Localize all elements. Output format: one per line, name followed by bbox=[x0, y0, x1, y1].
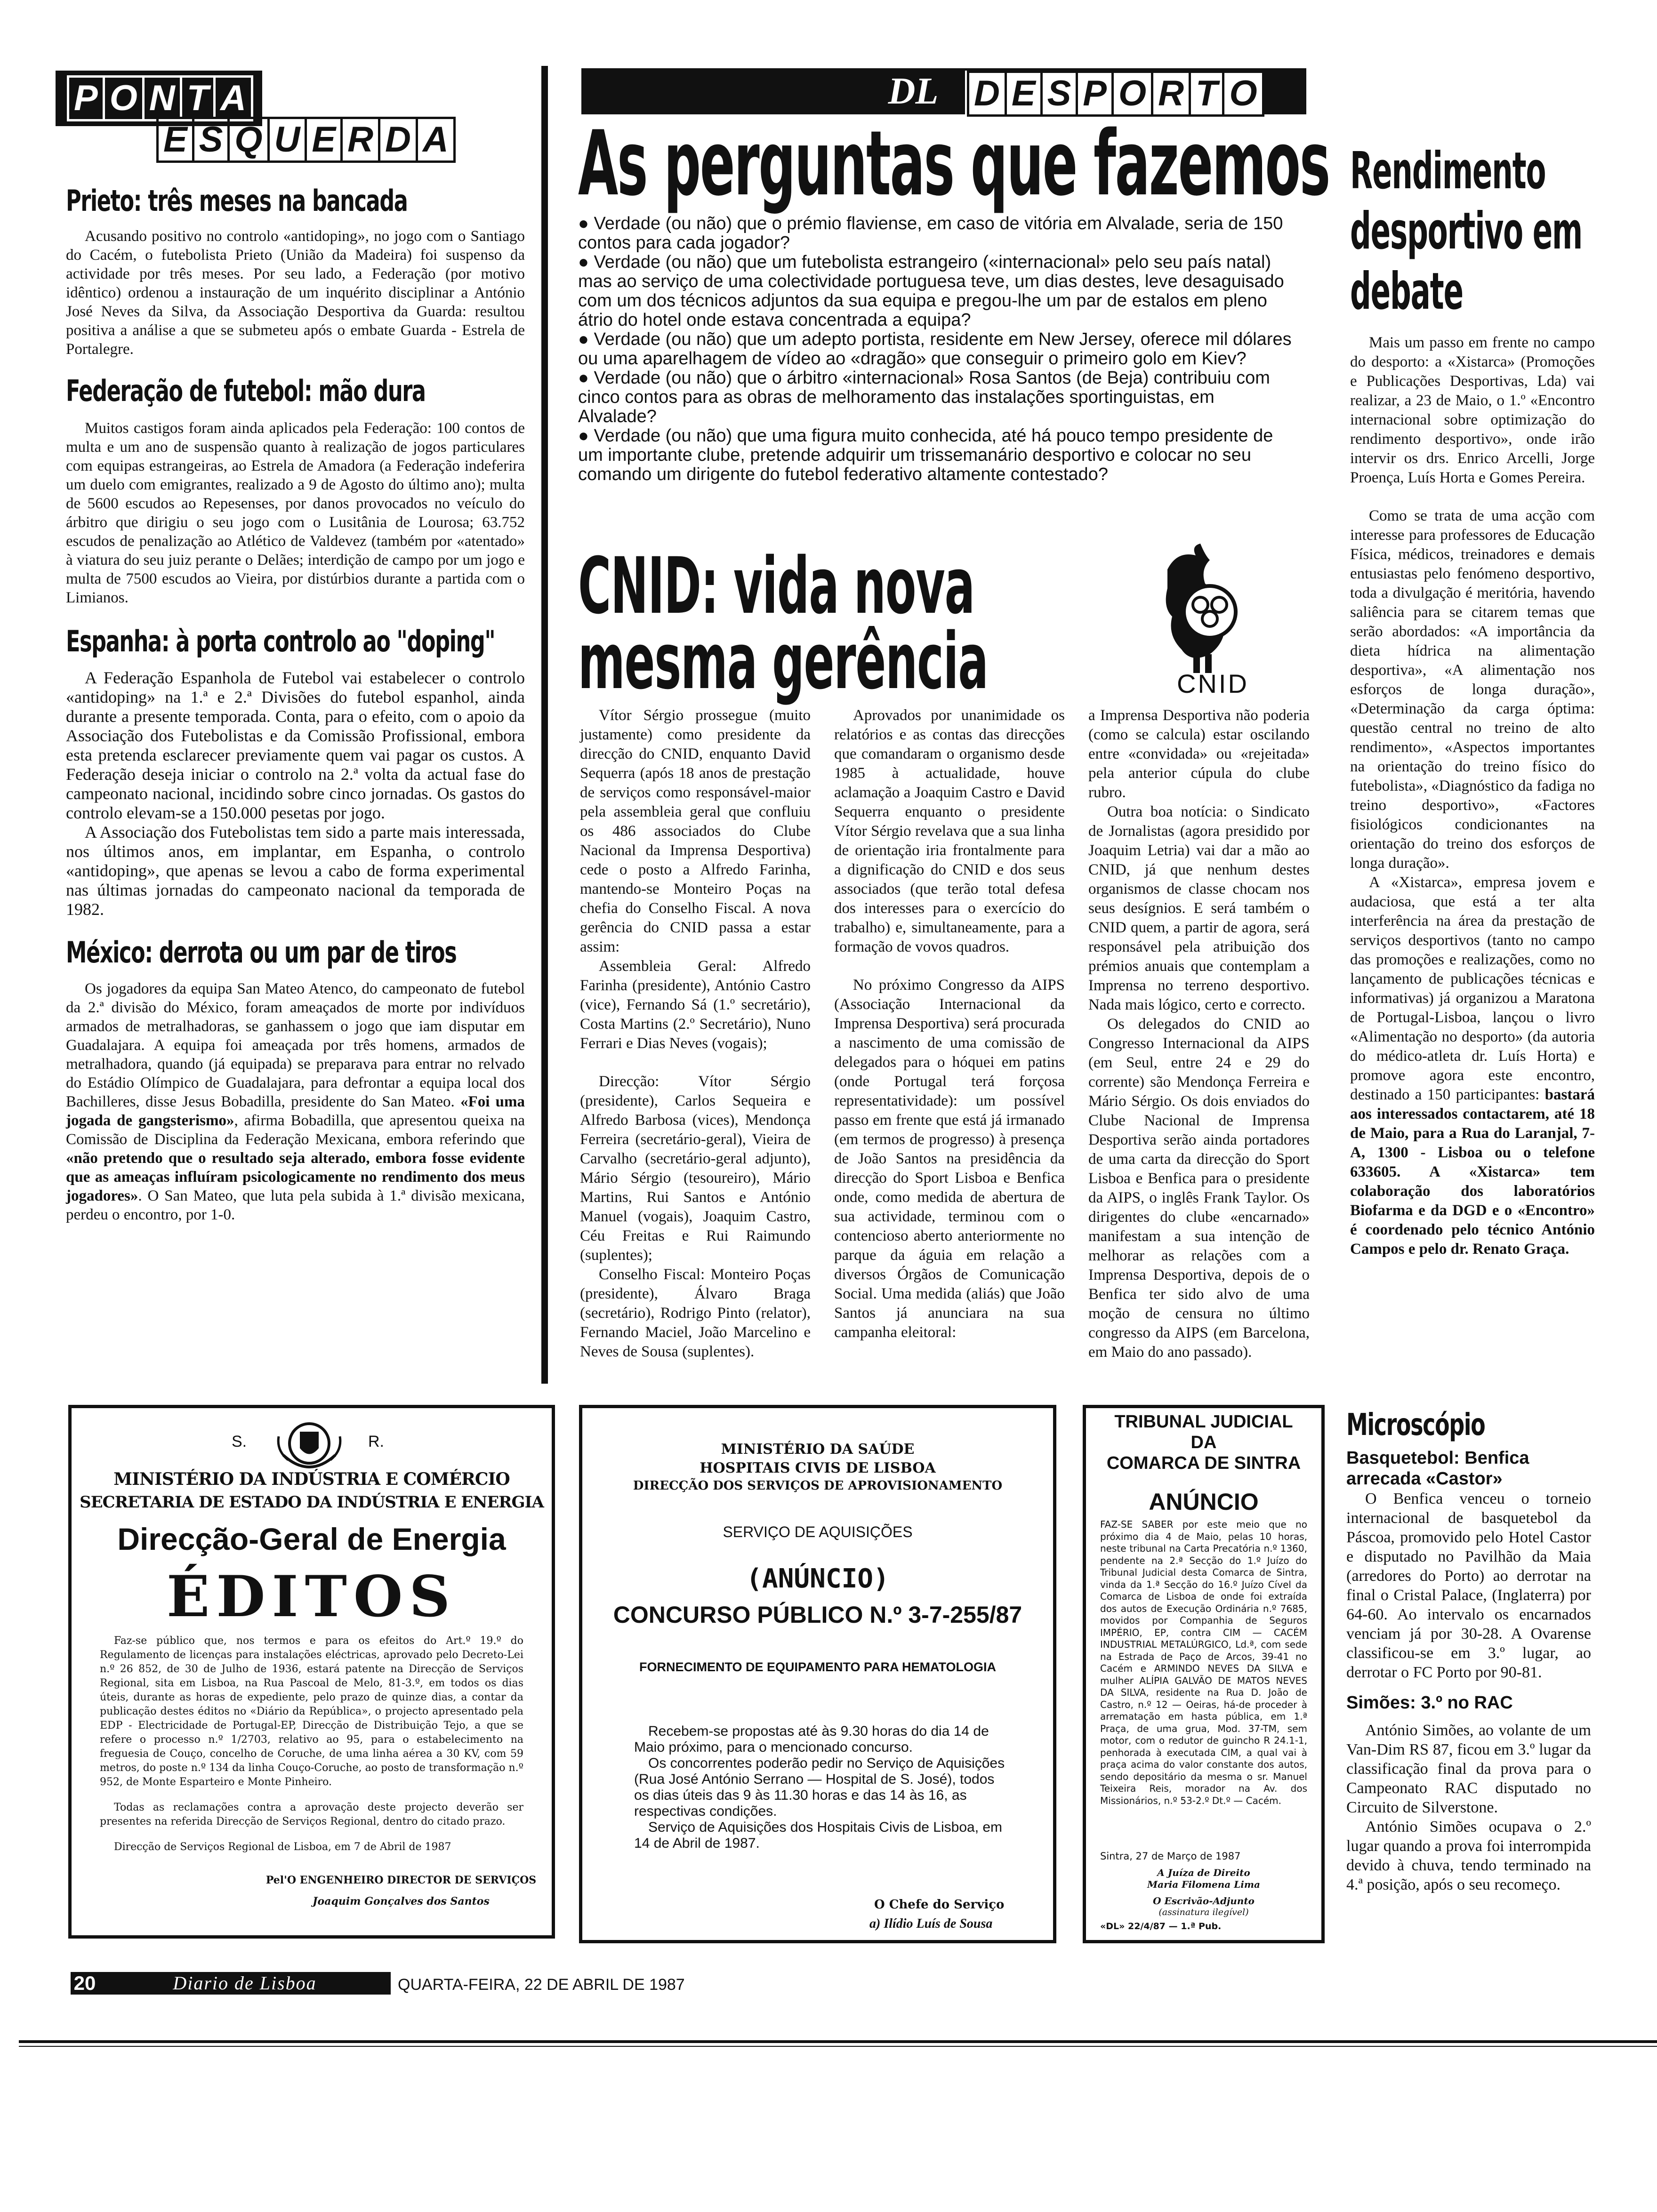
rendimento-title: Rendimento desportivo em debate bbox=[1350, 142, 1583, 321]
ad3-h2: DA bbox=[1190, 1433, 1217, 1452]
paragraph: Conselho Fiscal: Monteiro Poças (presidente), Álvaro Braga (secretário), Rodrigo Pinto (relator), Fernando Maciel, João Marcelino e Neves de Sousa (suplentes). bbox=[580, 1266, 811, 1360]
rendimento-text bbox=[1350, 333, 1595, 1259]
paragraph: Aprovados por unanimidade os relatórios e as contas das direcções que comandaram o organismo desde 1985 à actualidade, houve aclamação a Joaquim Castro e David Sequerra enquanto o presidente Vítor Sérgio revelava que a sua linha de orientação iria frontalmente para a dignificação do CNID e dos seus associados (que terão total defesa dos interesses para o exercício do trabalho) e, simultaneamente, para a formação de vovos quadros. bbox=[834, 707, 1065, 955]
ad3-s3: O Escrivão-Adjunto bbox=[1153, 1895, 1255, 1907]
ad2-h2: HOSPITAIS CIVIS DE LISBOA bbox=[700, 1460, 936, 1476]
ad2-text bbox=[634, 1723, 1011, 1851]
text-run: A «Xistarca», empresa jovem e audaciosa, que está a ter alta interferência na área da prestação de serviços desportivos (tanto no campo das promoções e realizações, como no lançamento de publicações técnicas e informativas) já organizou a Maratona de Portugal-Lisboa, lançou o livro «Alimentação no desporto» (da autoria do médico-atleta dr. Luís Horta) e promove agora este encontro, destinado a 150 participantes: bbox=[1350, 874, 1595, 1103]
ad-editos: ÉDITOS bbox=[166, 1563, 457, 1630]
ad3-h4: ANÚNCIO bbox=[1149, 1489, 1259, 1515]
main-headline: As perguntas que fazemos bbox=[578, 112, 1330, 216]
desporto-letter: R bbox=[1151, 71, 1191, 117]
bold-run: bastará aos interessados contactarem, até 18 de Maio, para a Rua do Laranjal, 7-A, 1300 - Lisboa ou o telefone 633605. A «Xistarca» tem colaboração dos laboratórios Biofarma e da DGD e o «Encontro» é coordenado pelo técnico António Campos e pelo dr. Renato Graça. bbox=[1350, 1086, 1595, 1258]
desporto-letter: O bbox=[1111, 71, 1153, 117]
esquerda-letter: R bbox=[340, 117, 380, 163]
paragraph: Assembleia Geral: Alfredo Farinha (presidente), António Castro (vice), Fernando Sá (1.º secretário), Costa Martins (2.º Secretário), Nuno Ferrari e Dias Neves (vogais); bbox=[580, 958, 811, 1052]
article-title: Espanha: à porta controlo ao "doping" bbox=[66, 624, 495, 658]
ad-secretaria: SECRETARIA DE ESTADO DA INDÚSTRIA E ENERGIA bbox=[80, 1493, 544, 1512]
ad-dge: Direcção-Geral de Energia bbox=[117, 1522, 506, 1556]
question-item: ● Verdade (ou não) que o árbitro «internacional» Rosa Santos (de Beja) contribuiu com cinco contos para as obras de melhoramento das instalações sportinguistas, em Alvalade? bbox=[578, 368, 1270, 426]
desporto-letters bbox=[965, 71, 1264, 117]
ad3-h1: TRIBUNAL JUDICIAL bbox=[1114, 1412, 1293, 1432]
paragraph: A Federação Espanhola de Futebol vai estabelecer o controlo «antidoping» na 1.ª e 2.ª Divisões do futebol espanhol, ainda durante a presente temporada. Conta, para o efeito, com o apoio da Associação dos Futebolistas e da Comissão Profissional, embora esta pretenda esclarecer previamente quem vai pagar os custos. A Federação deseja iniciar o controlo na 2.ª volta da actual fase do campeonato nacional, incidindo sobre cinco jornadas. Os gastos do controlo elevam-se a 150.000 pesetas por jogo. bbox=[66, 668, 525, 822]
quote: «não pretendo que o resultado seja alterado, embora fosse evidente que as ameaças influíram psicologicamente no rendimento dos meus jogadores» bbox=[66, 1150, 525, 1204]
ad-sign-1: Pel'O ENGENHEIRO DIRECTOR DE SERVIÇOS bbox=[265, 1874, 537, 1886]
paragraph: O Benfica venceu o torneio internacional de basquetebol da Páscoa, promovido pelo Hotel Castor e disputado no Pavilhão da Maia (arredores do Porto) ao derrotar na final o Cristal Palace, (Inglaterra) por 64-60. Ao intervalo os encarnados venciam já por 30-28. A Ovarense classificou-se em 3.º lugar, ao derrotar o FC Porto por 90-81. bbox=[1346, 1490, 1591, 1681]
microscopio-title: Microscópio bbox=[1346, 1408, 1485, 1443]
ponta-letter: P bbox=[67, 75, 105, 121]
question-text: Verdade (ou não) que o árbitro «internacional» Rosa Santos (de Beja) contribuiu com cinco contos para as obras de melhoramento das instalações sportinguistas, em Alvalade? bbox=[578, 368, 1270, 426]
text-run: Os jogadores da equipa San Mateo Atenco, do campeonato de futebol da 2.ª divisão do México, foram ameaçados de morte por indivíduos armados de metralhadoras, se ganhassem o jogo que iam disputar em Guadalajara. A equipa foi ameaçada por três homens, armados de metralhadora, quando (já equipada) se preparava para entrar no relvado do Estádio Olímpico de Guadalajara, para defrontar a equipa local dos Bachilleres, disse Jesus Bobadilla, presidente do San Mateo. bbox=[66, 980, 525, 1110]
ponta-letter: N bbox=[142, 75, 182, 121]
desporto-letter: O bbox=[1222, 71, 1264, 117]
esquerda-letter: S bbox=[192, 117, 230, 163]
cnid-headline-1: CNID: vida nova bbox=[578, 541, 974, 631]
left-column bbox=[66, 184, 525, 1224]
article-text bbox=[66, 668, 525, 919]
article-text bbox=[66, 227, 525, 359]
page-number: 20 bbox=[71, 1972, 99, 1995]
ad3-s1: A Juíza de Direito bbox=[1157, 1867, 1250, 1878]
article-title: México: derrota ou um par de tiros bbox=[66, 935, 457, 970]
ad2-sign-2: a) Ilídio Luís de Sousa bbox=[869, 1916, 993, 1931]
paragraph: António Simões ocupava o 2.º lugar quando a prova foi interrompida devido à chuva, tendo terminado na 4.ª posição, após o seu recomeço. bbox=[1346, 1818, 1591, 1893]
ad2-sign-1: O Chefe do Serviço bbox=[874, 1898, 1005, 1912]
question-text: Verdade (ou não) que um adepto portista, residente em New Jersey, oferece mil dólares ou uma aparelhagem de vídeo ao «dragão» que conseguir o primeiro golo em Kiev? bbox=[578, 329, 1292, 369]
desporto-letter: S bbox=[1040, 71, 1078, 117]
question-item: ● Verdade (ou não) que um adepto portista, residente em New Jersey, oferece mil dólares ou uma aparelhagem de vídeo ao «dragão» que conseguir o primeiro golo em Kiev? bbox=[578, 329, 1292, 369]
sr-r: R. bbox=[368, 1433, 384, 1451]
esquerda-letter: Q bbox=[227, 117, 269, 163]
bottom-rule bbox=[19, 2040, 1657, 2043]
paragraph: Os concorrentes poderão pedir no Serviço de Aquisições (Rua José António Serrano — Hospital de S. José), todos os dias úteis das 9 às 11.30 horas e das 14 às 16, as respectivas condições. bbox=[634, 1755, 1005, 1819]
cnid-col-1 bbox=[580, 706, 811, 1362]
ad2-h3: DIRECÇÃO DOS SERVIÇOS DE APROVISIONAMENTO bbox=[633, 1479, 1003, 1493]
m2-title: Simões: 3.º no RAC bbox=[1346, 1693, 1513, 1713]
paragraph: Como se trata de uma acção com interesse para professores de Educação Física, médicos, treinadores e demais entusiastas pelo fenómeno desportivo, toda a divulgação é meritória, havendo saliência para se citarem temas que serão abordados: «A importância da dieta hídrica na alimentação desportiva», «A alimentação nos esforços de longa duração», «Determinação da carga óptima: questão central no treino de alto rendimento», «Aspectos importantes na orientação do treino físico do futebolista», «Diagnóstico da fadiga no treino desportivo», «Factores fisiológicos condicionantes na orientação do treino dos esforços de longa duração». bbox=[1350, 507, 1595, 872]
ad-saude bbox=[579, 1405, 1056, 1943]
cnid-headline-2: mesma gerência bbox=[578, 616, 988, 706]
bottom-rule-2 bbox=[19, 2046, 1657, 2047]
ad3-h3: COMARCA DE SINTRA bbox=[1106, 1453, 1301, 1473]
question-text: Verdade (ou não) que um futebolista estrangeiro («internacional» pelo seu país natal) mas ao serviço de uma colectividade portuguesa teve, um dias destes, leve desaguisado com um dos técnicos adjuntos da sua equipa e pregou-lhe um par de estalos em pleno átrio do hotel onde estava concentrada a equipa? bbox=[578, 252, 1284, 330]
article-text bbox=[66, 419, 525, 607]
sr-s: S. bbox=[232, 1433, 247, 1451]
ponta-letter: A bbox=[213, 75, 253, 121]
esquerda-letter: U bbox=[267, 117, 307, 163]
ponta-esquerda-logo bbox=[56, 71, 479, 174]
paragraph: Todas as reclamações contra a aprovação deste projecto deverão ser presentes na referida Direcção de Serviços Regional, dentro do citado prazo. bbox=[100, 1802, 523, 1827]
paragraph: Direcção: Vítor Sérgio (presidente), Carlos Sequeira e Alfredo Barbosa (vices), Mendonça Ferreira (secretário-geral), Vieira de Carvalho (secretário-geral adjunto), Mário Sérgio (tesoureiro), Mário Martins, Rui Santos e António Manuel (vogais), Joaquim Castro, Céu Freitas e Rui Raimundo (suplentes); bbox=[580, 1073, 811, 1264]
ad3-text: FAZ-SE SABER por este meio que no próximo dia 4 de Maio, pelas 10 horas, neste tribunal na Carta Precatória n.º 1360, pendente na 2.ª Secção do 1.º Juízo do Tribunal Judicial desta Comarca de Sintra, vinda da 1.ª Secção do 16.º Juízo Cível da Comarca de Lisboa de onde foi extraída dos autos de Execução Ordinária n.º 7685, movidos por Companhia de Seguros IMPÉRIO, EP, contra CIM — CACÉM INDUSTRIAL METALÚRGICO, Ld.ª, com sede na Estrada de Paço de Arcos, 39-41 no Cacém e ARMINDO NEVES DA SILVA e mulher ALÍPIA GALVÃO DE MATOS NEVES DA SILVA, residente na Rua D. João de Castro, n.º 12 — Oeiras, há-de proceder à arrematação em hasta pública, em 1.ª Praça, de uma grua, Mod. 37-TM, sem motor, com o redutor de guincho R 24.1-1, penhorada à executada CIM, a qual vai à praça acima do valor constante dos autos, sendo depositário da mesma o sr. Manuel Teixeira Reis, morador na Av. dos Missionários, n.º 53-2.º Dt.º — Cacém. bbox=[1100, 1519, 1307, 1806]
paragraph: Vítor Sérgio prossegue (muito justamente) como presidente da direcção do CNID, enquanto David Sequerra (após 18 anos de prestação de serviços como responsável-maior pela assembleia geral que confluiu os 486 associados do Clube Nacional da Imprensa Desportiva) cede o posto a Alfredo Farinha, mantendo-se Monteiro Poças na chefia do Conselho Fiscal. A nova gerência do CNID passa a estar assim: bbox=[580, 707, 811, 955]
cnid-col-2 bbox=[834, 706, 1065, 1342]
text-run: , afirma Bobadilla, que apresentou queixa na Comissão de Disciplina da Federação Mexicana, embora referindo que bbox=[66, 1112, 525, 1148]
ad2-h4: SERVIÇO DE AQUISIÇÕES bbox=[723, 1523, 913, 1540]
right-column bbox=[1350, 141, 1595, 1259]
dl-logo: DL bbox=[888, 71, 939, 112]
ad2-h5: (ANÚNCIO) bbox=[746, 1563, 889, 1594]
ad-ministry: MINISTÉRIO DA INDÚSTRIA E COMÉRCIO bbox=[113, 1469, 510, 1489]
text-run: . O San Mateo, que luta pela subida à 1.ª divisão mexicana, perdeu o encontro, por 1-0. bbox=[66, 1187, 525, 1223]
ponta-letter: T bbox=[180, 75, 216, 121]
article-title: Federação de futebol: mão dura bbox=[66, 374, 426, 408]
paragraph: Outra boa notícia: o Sindicato de Jornalistas (agora presidido por Joaquim Letria) vai dar a mão ao CNID, já que nenhum destes organismos de classe chocam nos seus desígnios. E será também o CNID quem, a partir de agora, será responsável pela atribuição dos prémios anuais que contemplam a Imprensa no terreno desportivo. Nada mais lógico, certo e correcto. bbox=[1088, 803, 1310, 1013]
question-item: ● Verdade (ou não) que um futebolista estrangeiro («internacional» pelo seu país natal) mas ao serviço de uma colectividade portuguesa teve, um dias destes, leve desaguisado com um dos técnicos adjuntos da sua equipa e pregou-lhe um par de estalos em pleno átrio do hotel onde estava concentrada a equipa? bbox=[578, 252, 1284, 330]
esquerda-letter: A bbox=[416, 117, 456, 163]
ponta-letter: O bbox=[103, 75, 145, 121]
coat-of-arms-icon bbox=[274, 1418, 345, 1474]
ad-energia bbox=[68, 1405, 555, 1939]
ad-tribunal bbox=[1083, 1405, 1325, 1943]
ad2-h1: MINISTÉRIO DA SAÚDE bbox=[721, 1441, 915, 1458]
paragraph: Muitos castigos foram ainda aplicados pela Federação: 100 contos de multa e um ano de suspensão quanto à realização de jogos particulares com equipas estrangeiras, ao Estrela de Amadora (a Federação indeferira um duelo com emigrantes, realizado a 9 de Agosto do último ano); multa de 5600 escudos ao Repesenses, por danos provocados no veículo do árbitro que dirigiu o seu jogo com o Lusitânia de Lourosa; 63.752 escudos de penalização ao Atlético de Valdevez (também por «atentado» à viatura do seu juiz perante o Delães; interdição de campo por um jogo e multa de 7500 escudos ao Vieira, por distúrbios durante a partida com o Limianos. bbox=[66, 420, 525, 606]
m1-title: Basquetebol: Benfica arrecada «Castor» bbox=[1346, 1448, 1529, 1489]
ad-date: Direcção de Serviços Regional de Lisboa, em 7 de Abril de 1987 bbox=[114, 1841, 451, 1853]
paragraph: Serviço de Aquisições dos Hospitais Civis de Lisboa, em 14 de Abril de 1987. bbox=[634, 1819, 1003, 1851]
question-text: Verdade (ou não) que o prémio flaviense, em caso de vitória em Alvalade, seria de 150 contos para cada jogador? bbox=[578, 214, 1283, 253]
paragraph: Recebem-se propostas até às 9.30 horas do dia 14 de Maio próximo, para o mencionado concurso. bbox=[634, 1723, 989, 1755]
esquerda-letter: D bbox=[378, 117, 418, 163]
esquerda-letter: E bbox=[156, 117, 194, 163]
desporto-letter: P bbox=[1076, 71, 1114, 117]
cnid-logo-text: CNID bbox=[1177, 669, 1249, 698]
issue-date: QUARTA-FEIRA, 22 DE ABRIL DE 1987 bbox=[398, 1976, 685, 1994]
esquerda-letters bbox=[156, 117, 453, 163]
column-divider bbox=[541, 66, 548, 1384]
paragraph: Acusando positivo no controlo «antidoping», no jogo com o Santiago do Cacém, o futebolista Prieto (União da Madeira) foi suspenso da actividade por três meses. Por seu lado, a Federação (por motivo idêntico) ordenou a instauração de um inquérito disciplinar a António José Neves da Silva, da Associação Desportiva da Guarda: resultou positiva a análise a que se submeteu após o embate Guarda - Estrela de Portalegre. bbox=[66, 228, 525, 358]
quote: «Foi uma jogada de gangsterismo» bbox=[66, 1093, 525, 1129]
paragraph: Os delegados do CNID ao Congresso Internacional da AIPS (em Seul, entre 24 e 29 do corrente) são Mendonça Ferreira e Mário Sérgio. Os dois enviados do Clube Nacional de Imprensa Desportiva serão ainda portadores de uma carta da direcção do Sport Lisboa e Benfica para o presidente da AIPS, o inglês Frank Taylor. Os dirigentes do clube «encarnado» manifestam a sua intenção de melhorar as relações com a Imprensa Desportiva, depois de o Benfica ter sido alvo de uma moção de censura no último congresso da AIPS (em Barcelona, em Maio do ano passado). bbox=[1088, 1016, 1310, 1361]
paragraph: Mais um passo em frente no campo do desporto: a «Xistarca» (Promoções e Publicações Desportivas, Lda) vai realizar, a 23 de Maio, o 1.º «Encontro internacional sobre optimização do rendimento desportivo», onde irão intervir os drs. Enrico Arcelli, Jorge Proença, Luís Horta e Gomes Pereira. bbox=[1350, 334, 1595, 486]
ad-sign-2: Joaquim Gonçalves dos Santos bbox=[313, 1895, 490, 1907]
m2-text bbox=[1346, 1721, 1591, 1894]
paragraph: A Associação dos Futebolistas tem sido a parte mais interessada, nos últimos anos, em implantar, em Espanha, o controlo «antidoping», que apenas se levou a cabo de forma experimental nas últimas jornadas do campeonato nacional da temporada de 1982. bbox=[66, 823, 525, 919]
question-item: ● Verdade (ou não) que o prémio flaviense, em caso de vitória em Alvalade, seria de 150 contos para cada jogador? bbox=[578, 214, 1283, 253]
ad3-s2: Maria Filomena Lima bbox=[1147, 1879, 1261, 1890]
ad3-ref: «DL» 22/4/87 — 1.ª Pub. bbox=[1100, 1921, 1222, 1931]
paragraph: Faz-se público que, nos termos e para os efeitos do Art.º 19.º do Regulamento de licenças para instalações eléctricas, aprovado pelo Decreto-Lei n.º 26 852, de 30 de Julho de 1936, estará patente na Direcção de Serviços Regional, sita em Lisboa, na Rua Pascoal de Melo, 81-3.º, em todos os dias úteis, durante as horas de expediente, pelo prazo de quinze dias, a contar da publicação destes éditos no «Diário da República», o projecto apresentado pela EDP - Electricidade de Portugal-EP, Direcção de Distribuição Tejo, a que se refere o processo n.º 1/2703, relativo ao 95, para o estabelecimento na freguesia de Couço, concelho de Coruche, de uma linha aérea a 30 KV, com 59 metros, do poste n.º 134 da linha Couço-Coruche, ao posto de transformação n.º 952, de Monte Esparteiro e Monte Pinheiro. bbox=[100, 1635, 523, 1788]
article-title: Prieto: três meses na bancada bbox=[66, 184, 408, 218]
paper-name: Diario de Lisboa bbox=[99, 1972, 391, 1995]
ad3-s4: (assinatura ilegível) bbox=[1158, 1907, 1249, 1917]
m1-text bbox=[1346, 1489, 1591, 1682]
paragraph: António Simões, ao volante de um Van-Dim RS 87, ficou em 3.º lugar da classificação final da prova para o Campeonato RAC disputado no Circuito de Silverstone. bbox=[1346, 1722, 1591, 1816]
paragraph: No próximo Congresso da AIPS (Associação Internacional da Imprensa Desportiva) será procurada a nascimento de uma comissão de delegados para o hóquei em patins (onde Portugal terá forçosa representatividade): um possível passo em frente que está já irmanado (em termos de progresso) à presença de João Santos na presidência da direcção do Sport Lisboa e Benfica onde, como medida de abertura de sua actividade, terminou com o contencioso aberto anteriormente no parque da águia em relação a diversos Órgãos de Comunicação Social. Uma medida (aliás) que João Santos já anunciara na sua campanha eleitoral: bbox=[834, 977, 1065, 1341]
desporto-letter: T bbox=[1189, 71, 1224, 117]
ad2-h6: CONCURSO PÚBLICO N.º 3-7-255/87 bbox=[613, 1602, 1022, 1628]
ad-editos-text bbox=[100, 1634, 523, 1829]
cnid-col-3 bbox=[1088, 706, 1310, 1362]
microscopio bbox=[1346, 1407, 1591, 1894]
ad3-date: Sintra, 27 de Março de 1987 bbox=[1100, 1851, 1241, 1862]
article-text bbox=[66, 979, 525, 1224]
question-item: ● Verdade (ou não) que uma figura muito conhecida, até há pouco tempo presidente de um importante clube, pretende adquirir um trissemanário desportivo e colocar no seu comando um dirigente do futebol federativo altamente contestado? bbox=[578, 426, 1273, 484]
paragraph bbox=[66, 979, 525, 1224]
desporto-letter: D bbox=[967, 71, 1007, 117]
question-text: Verdade (ou não) que uma figura muito conhecida, até há pouco tempo presidente de um importante clube, pretende adquirir um trissemanário desportivo e colocar no seu comando um dirigente do futebol federativo altamente contestado? bbox=[578, 426, 1273, 484]
paragraph: a Imprensa Desportiva não poderia (como se calcula) estar oscilando entre «convidada» ou «rejeitada» pela anterior cúpula do clube rubro. bbox=[1088, 707, 1310, 801]
questions-list bbox=[578, 214, 1294, 484]
ad2-h7: FORNECIMENTO DE EQUIPAMENTO PARA HEMATOLOGIA bbox=[639, 1660, 997, 1674]
esquerda-letter: E bbox=[305, 117, 343, 163]
desporto-letter: E bbox=[1005, 71, 1043, 117]
paragraph bbox=[1350, 873, 1595, 1259]
